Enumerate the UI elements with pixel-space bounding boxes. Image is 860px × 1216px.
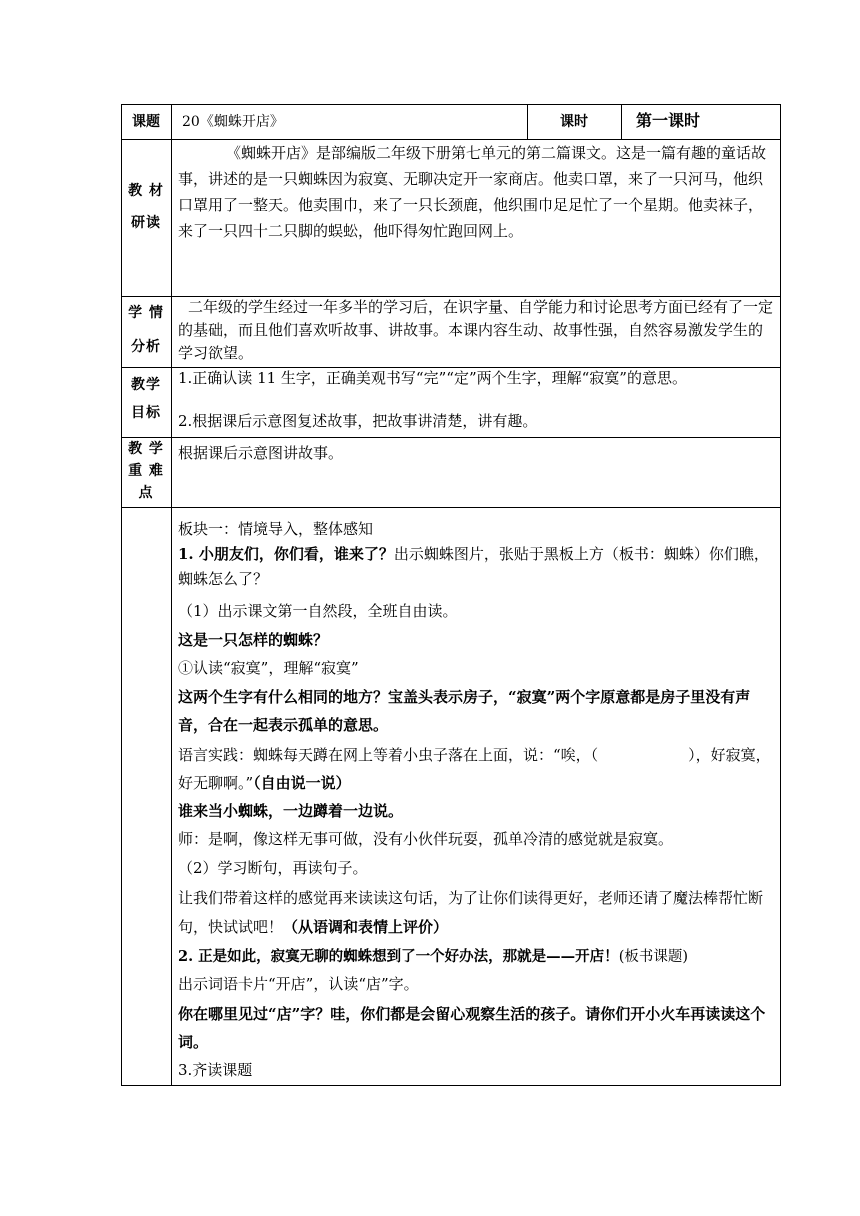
process-p6-text: 语言实践：蜘蛛每天蹲在网上等着小虫子落在上面，说：“唉，（ ），好寂寞，好无聊啊。” [178, 746, 771, 792]
process-paragraph-5: 这两个生字有什么相同的地方？宝盖头表示房子，“寂寞”两个字原意都是房子里没有声音，合在一起表示孤单的意思。 [178, 688, 751, 734]
table-top-border [121, 104, 781, 105]
process-p10-text: 让我们带着这样的感觉再来读读这句话，为了让你们读得更好，老师还请了魔法棒帮忙断句，快试试吧！ [178, 889, 764, 936]
row-divider-goals [121, 437, 781, 438]
material-label-2: 研读 [131, 215, 161, 231]
process-paragraph-9: （2）学习断句，再读句子。 [178, 859, 368, 877]
process-p10-note: （从语调和表情上评价） [283, 918, 449, 936]
process-paragraph-11 [178, 944, 776, 970]
process-p1-rest: 出示蜘蛛图片，张贴于黑板上方（板书：蜘蛛）你们瞧，蜘蛛怎么了？ [178, 545, 769, 588]
process-paragraph-8: 师：是啊，像这样无事可做，没有小伙伴玩耍，孤单冷清的感觉就是寂寞。 [178, 830, 674, 848]
process-p6-note: （自由说一说） [253, 774, 351, 792]
students-label-1: 学 情 [128, 305, 164, 321]
goals-line-2: 2.根据课后示意图复述故事，把故事讲清楚，讲有趣。 [178, 412, 538, 430]
key-label-1: 教 学 [128, 441, 164, 457]
process-paragraph-1 [178, 542, 776, 592]
goals-line-1: 1.正确认读 11 生字，正确美观书写“完”“定”两个生字，理解“寂寞”的意思。 [178, 369, 687, 387]
table-left-border [121, 104, 122, 1086]
period-label: 课时 [560, 114, 588, 130]
students-label-2: 分析 [131, 339, 161, 355]
label-column-divider [171, 104, 172, 1086]
material-text: 《蜘蛛开店》是部编版二年级下册第七单元的第二篇课文。这是一篇有趣的童话故事，讲述的是一只蜘蛛因为寂寞、无聊决定开一家商店。他卖口罩，来了一只河马，他织口罩用了一整天。他卖围巾，来了一只长颈鹿，他织围巾足足忙了一个星期。他卖袜子，来了一只四十二只脚的蜈蚣，他吓得匆忙跑回网上。 [178, 144, 767, 240]
period-value: 第一课时 [636, 111, 701, 130]
process-paragraph-10 [178, 884, 776, 942]
section-title: 板块一：情境导入，整体感知 [178, 520, 374, 538]
process-paragraph-14: 3.齐读课题 [178, 1061, 253, 1079]
process-p11-rest: (板书课题) [618, 949, 689, 965]
row-divider-key [121, 507, 781, 508]
goals-label-2: 目标 [131, 405, 161, 421]
table-right-border [780, 104, 781, 1086]
process-p11-bold: 2. 正是如此，寂寞无聊的蜘蛛想到了一个好办法，那就是——开店！ [178, 948, 619, 965]
process-paragraph-3: 这是一只怎样的蜘蛛？ [178, 631, 329, 649]
key-text: 根据课后示意图讲故事。 [178, 444, 344, 462]
process-p1-bold: 1. 小朋友们，你们看，谁来了？ [178, 545, 394, 563]
key-label-3: 点 [138, 485, 154, 501]
topic-value: 20《蜘蛛开店》 [182, 114, 284, 130]
table-bottom-border [121, 1085, 781, 1086]
process-paragraph-6 [178, 741, 776, 797]
goals-label-1: 教学 [131, 377, 161, 393]
process-paragraph-12: 出示词语卡片“开店”，认读“店”字。 [178, 975, 419, 993]
students-text: 二年级的学生经过一年多半的学习后，在识字量、自学能力和讨论思考方面已经有了一定的基础，而且他们喜欢听故事、讲故事。本课内容生动、故事性强，自然容易激发学生的学习欲望。 [178, 298, 774, 362]
process-paragraph-13: 你在哪里见过“店”字？哇，你们都是会留心观察生活的孩子。请你们开小火车再读读这个词。 [178, 1005, 766, 1051]
process-paragraph-7: 谁来当小蜘蛛，一边蹲着一边说。 [178, 802, 404, 820]
process-paragraph-2: （1）出示课文第一自然段，全班自由读。 [178, 602, 458, 620]
material-label-1: 教 材 [128, 183, 164, 199]
header-divider-2 [621, 104, 622, 140]
process-paragraph-4: ①认读“寂寞”，理解“寂寞” [178, 659, 359, 677]
topic-label: 课题 [132, 114, 160, 130]
key-label-2: 重 难 [128, 463, 164, 479]
